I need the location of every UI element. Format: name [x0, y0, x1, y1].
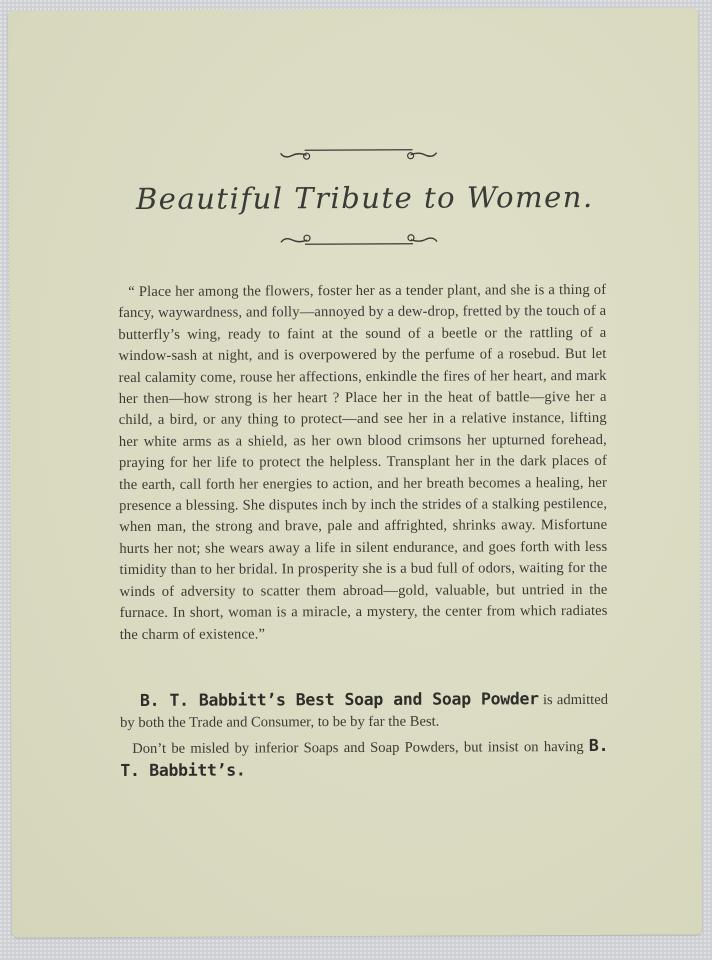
flourish-icon — [277, 232, 441, 249]
bottom-flourish-ornament — [277, 232, 441, 249]
brand-headline: B. T. Babbitt’s Best Soap and Soap Powder — [139, 689, 539, 710]
ad-warning — [120, 735, 608, 783]
top-flourish-ornament — [277, 147, 441, 164]
ad-claim — [120, 688, 608, 734]
closing-brand: B. T. Babbitt’s. — [120, 735, 609, 781]
quote-paragraph: “ Place her among the flowers, foster her as a tender plant, and she is a thing of fancy, waywardness, and folly—annoyed by a dew-drop, fretted by the touch of a butterfly’s wing, ready to faint at the sound of a beetle or the rattling of a window-sash at night, and is overpowered by the perfume of a rosebud. But let real calamity come, rouse her affections, enkindle the fires of her heart, and mark her then—how strong is her heart ? Place her in the heat of battle—give her a child, a bird, or any thing to protect—and see her in a relative instance, lifting her white arms as a shield, as her own blood crimsons her upturned forehead, praying for her life to protect the helpless. Transplant her in the dark places of the earth, call forth her energies to action, and her breath becomes a healing, her presence a blessing. She disputes inch by inch the strides of a stalking pestilence, when man, the strong and brave, pale and affrighted, shrinks away. Misfortune hurts her not; she wears away a life in silent endurance, and goes forth with less timidity than to her bridal. In prosperity she is a bud full of odors, waiting for the winds of adversity to scatter them abroad—gold, valuable, but untried in the furnace. In short, woman is a miracle, a mystery, the center from which radiates the charm of existence.” — [118, 281, 608, 643]
tribute-quote — [118, 280, 608, 646]
ad-warning-text: Don’t be misled by inferior Soaps and Soap Powders, but insist on having — [132, 738, 589, 757]
flourish-icon — [277, 147, 441, 164]
document-title: Beautiful Tribute to Women. — [135, 179, 594, 216]
advertisement-block — [120, 688, 608, 786]
trade-card — [8, 7, 702, 937]
ad-claim-text: is admitted by both the Trade and Consumer, to be by far the Best. — [120, 691, 609, 732]
